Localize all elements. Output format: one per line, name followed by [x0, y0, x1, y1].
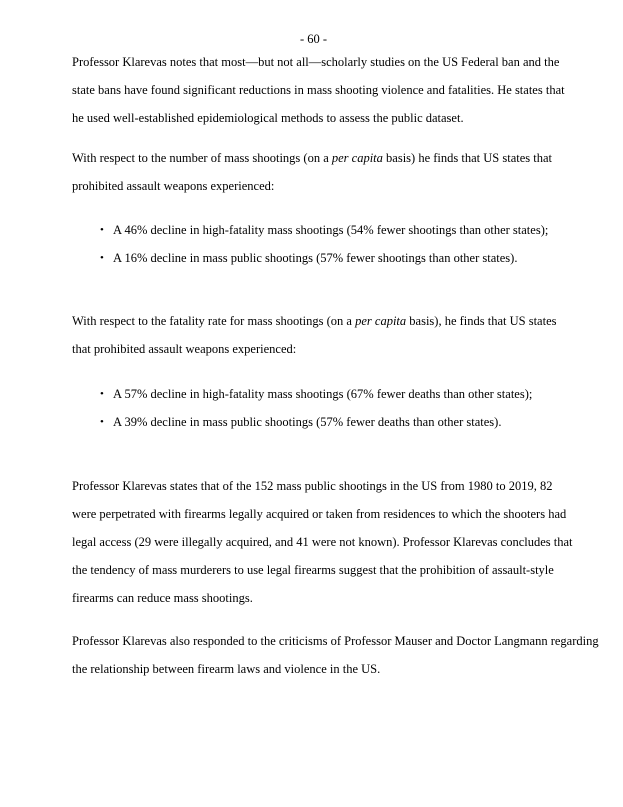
text-line: [72, 76, 623, 104]
paragraph: [72, 307, 623, 363]
text-segment: he used well-established epidemiological methods to assess the public dataset.: [72, 111, 464, 125]
text-segment: Professor Klarevas also responded to the criticisms of Professor Mauser and Doctor Langmann regarding: [72, 634, 599, 648]
bullet-icon: •: [100, 388, 104, 400]
document-content: [72, 48, 623, 683]
text-segment: A 57% decline in high-fatality mass shootings (67% fewer deaths than other states);: [113, 387, 533, 401]
text-segment: A 39% decline in mass public shootings (57% fewer deaths than other states).: [113, 415, 502, 429]
text-segment: that prohibited assault weapons experienced:: [72, 342, 297, 356]
italic-text-segment: per capita: [331, 151, 383, 165]
text-segment: basis) he finds that US states that: [382, 151, 552, 165]
text-line: [72, 584, 623, 612]
bullet-item: [72, 408, 623, 436]
text-line: [72, 335, 623, 363]
text-segment: the tendency of mass murderers to use legal firearms suggest that the prohibition of assault-style: [72, 563, 554, 577]
text-segment: With respect to the number of mass shootings (on a: [72, 151, 332, 165]
bullet-item: [72, 244, 623, 272]
text-line: [72, 627, 623, 655]
bullet-item: [72, 380, 623, 408]
text-segment: basis), he finds that US states: [406, 314, 557, 328]
bullet-list: [72, 380, 623, 436]
text-segment: A 16% decline in mass public shootings (57% fewer shootings than other states).: [113, 251, 518, 265]
bullet-icon: •: [100, 416, 104, 428]
text-segment: Professor Klarevas notes that most—but not all—scholarly studies on the US Federal ban and the: [72, 55, 560, 69]
text-line: [72, 307, 623, 335]
text-line: [72, 528, 623, 556]
bullet-icon: •: [100, 252, 104, 264]
text-segment: prohibited assault weapons experienced:: [72, 179, 275, 193]
text-segment: state bans have found significant reductions in mass shooting violence and fatalities. He states that: [72, 83, 565, 97]
page-number: - 60 -: [299, 32, 328, 46]
text-segment: firearms can reduce mass shootings.: [72, 591, 253, 605]
text-segment: A 46% decline in high-fatality mass shootings (54% fewer shootings than other states);: [113, 223, 549, 237]
text-segment: With respect to the fatality rate for mass shootings (on a: [72, 314, 356, 328]
text-segment: Professor Klarevas states that of the 152 mass public shootings in the US from 1980 to 2019, 82: [72, 479, 553, 493]
paragraph: [72, 144, 623, 200]
bullet-item: [72, 216, 623, 244]
text-segment: were perpetrated with firearms legally acquired or taken from residences to which the shooters had: [72, 507, 567, 521]
text-line: [72, 172, 623, 200]
text-line: [72, 500, 623, 528]
text-line: [72, 104, 623, 132]
bullet-icon: •: [100, 224, 104, 236]
text-line: [72, 472, 623, 500]
paragraph: [72, 48, 623, 132]
paragraph: [72, 472, 623, 612]
text-line: [72, 144, 623, 172]
paragraph: [72, 627, 623, 683]
italic-text-segment: per capita: [355, 314, 407, 328]
text-line: [72, 655, 623, 683]
text-line: [72, 48, 623, 76]
text-segment: the relationship between firearm laws and violence in the US.: [72, 662, 381, 676]
text-segment: legal access (29 were illegally acquired, and 41 were not known). Professor Klarevas concludes that: [72, 535, 573, 549]
text-line: [72, 556, 623, 584]
bullet-list: [72, 216, 623, 272]
